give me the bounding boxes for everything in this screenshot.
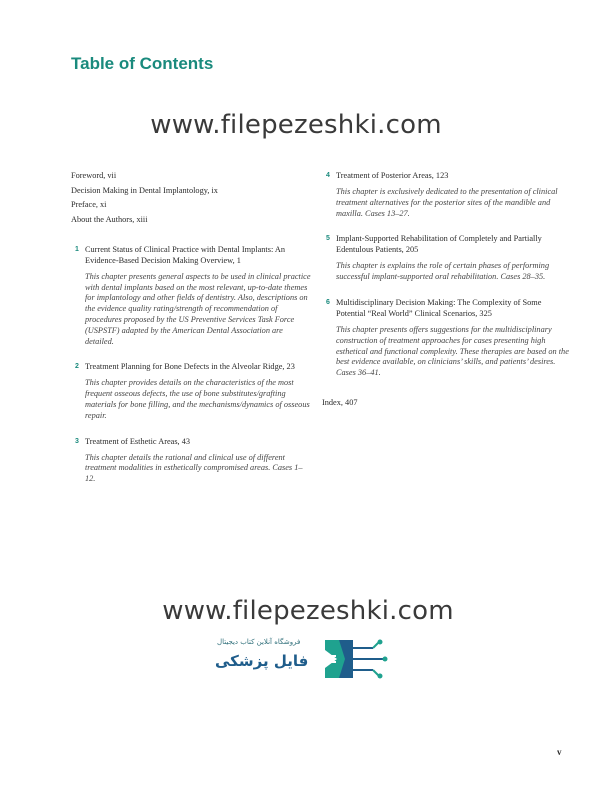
chapter-description: This chapter details the rational and clinical use of different treatment modalities in esthetically compromised areas. Cases 1–12. [85,452,303,484]
chapter-entry-3[interactable] [71,436,311,485]
chapter-title[interactable]: Treatment of Esthetic Areas, 43 [85,436,190,446]
chapter-entry-1[interactable] [71,244,311,348]
page-number: v [557,747,562,757]
front-matter-item[interactable]: Foreword, vii [71,171,117,180]
index-entry[interactable]: Index, 407 [322,397,358,407]
chapter-title[interactable]: Treatment Planning for Bone Defects in the Alveolar Ridge, 23 [85,362,295,372]
chapter-description: This chapter provides details on the characteristics of the most frequent osseous defects, the use of bone substitutes/grafting materials for bone filling, and the mechanisms/dynamics of osseous repair. [85,378,310,420]
watermark-bottom: www.filepezeshki.com [162,596,454,626]
page-title: Table of Contents [71,54,214,73]
logo-tagline: فروشگاه آنلاین کتاب دیجیتال [217,638,301,646]
chapter-number: 1 [75,245,79,253]
chapter-number: 5 [326,235,330,243]
watermark-top: www.filepezeshki.com [150,110,442,140]
chapter-description: This chapter presents offers suggestions for the multidisciplinary construction of treatment approaches for cases presenting high esthetical and functional complexity. These therapies are based on the best evidence available, on clinicians’ skills, and patients’ desires. Cases 36–41. [336,324,569,378]
chapter-entry-4[interactable] [322,170,572,219]
chapter-number: 6 [326,298,330,306]
front-matter-item[interactable]: Decision Making in Dental Implantology, ix [71,185,218,195]
chapter-title[interactable]: Treatment of Posterior Areas, 123 [336,171,449,180]
chapter-entry-5[interactable] [322,233,572,283]
chapter-title[interactable]: Implant-Supported Rehabilitation of Completely and Partially Edentulous Patients, 205 [336,234,542,255]
toc-left-column [71,170,311,485]
chapter-title[interactable]: Current Status of Clinical Practice with Dental Implants: An Evidence-Based Decision Making Overview, 1 [85,244,286,265]
chapter-title[interactable]: Multidisciplinary Decision Making: The Complexity of Some Potential “Real World” Clinical Scenarios, 325 [336,297,542,318]
chapter-number: 2 [75,363,79,371]
chapter-number: 4 [326,172,330,179]
chapter-entry-6[interactable] [322,297,572,379]
toc-right-column [322,170,572,408]
chapter-number: 3 [75,437,79,445]
chapter-description: This chapter is exclusively dedicated to the presentation of clinical treatment alternatives for the posterior sites of the mandible and maxilla. Cases 13–27. [336,187,558,218]
chapter-entry-2[interactable] [71,361,311,421]
circuit-logo-icon [323,638,389,680]
chapter-description: This chapter is explains the role of certain phases of performing successful implant-supported oral rehabilitation. Cases 28–35. [336,261,550,282]
front-matter-item[interactable]: Preface, xi [71,200,107,210]
front-matter-item[interactable]: About the Authors, xiii [71,214,148,224]
logo-wordmark: فایل پزشکی [215,652,309,670]
filepezeshki-logo [205,636,395,681]
chapter-description: This chapter presents general aspects to be used in clinical practice with dental implants based on the most relevant, up-to-date themes for implantology and other fields of dentistry. Also, descriptions on the evidence quality rating/strength of recommendation of procedures proposed by the US Preventive Services Task Force (USPSTF) adapted by the American Dental Association are detailed. [85,271,311,346]
